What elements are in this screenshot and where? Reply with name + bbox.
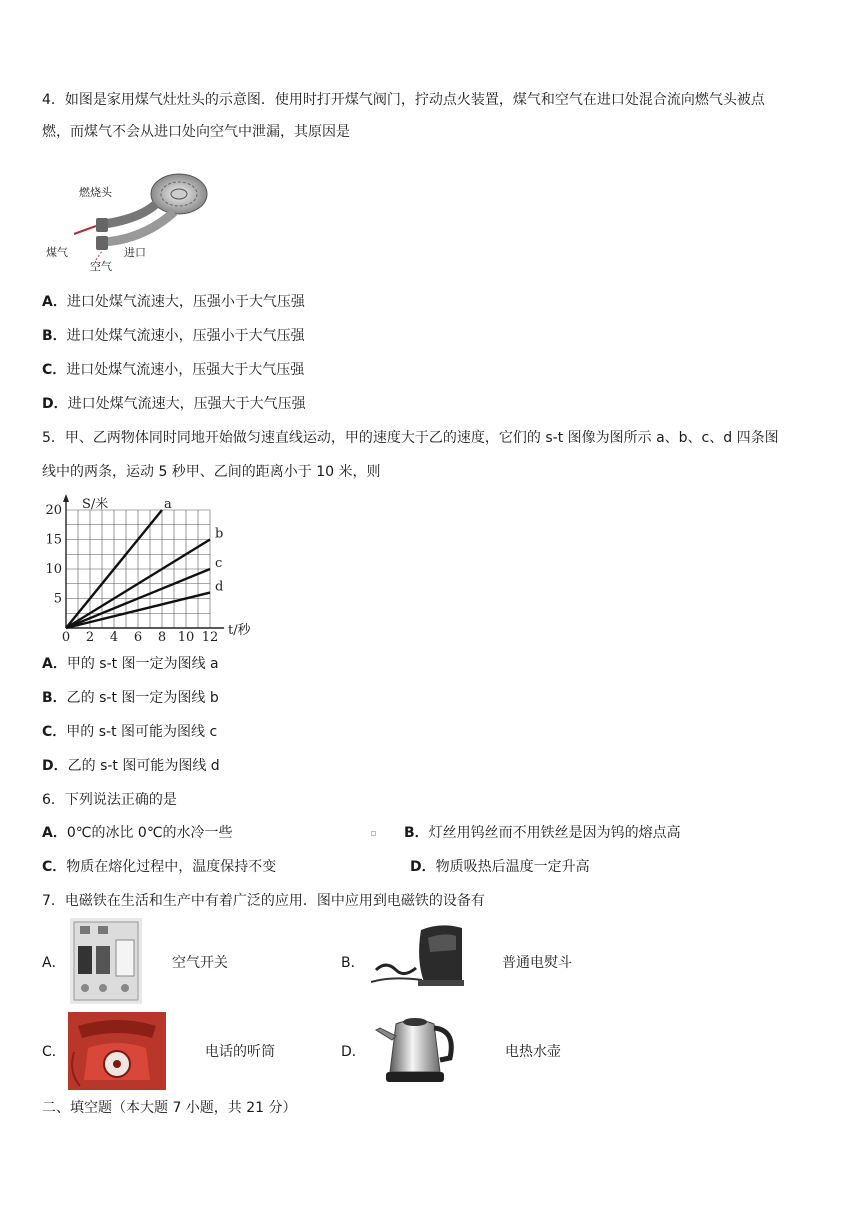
q6-option-d bbox=[410, 857, 590, 877]
gas-label: 煤气 bbox=[46, 246, 68, 259]
option-letter: B． bbox=[42, 328, 67, 344]
x-tick-label: 8 bbox=[157, 630, 167, 642]
option-letter: C． bbox=[42, 724, 67, 740]
series-lines bbox=[66, 497, 223, 628]
inlet-label: 进口 bbox=[124, 246, 146, 259]
kettle-icon bbox=[370, 1010, 460, 1092]
section-title: 二、填空题（本大题 7 小题，共 21 分） bbox=[42, 1100, 297, 1116]
x-axis-label: t/秒 bbox=[228, 623, 251, 638]
q4-option-d bbox=[42, 394, 306, 414]
y-tick-label: 5 bbox=[53, 591, 62, 607]
q5-option-c bbox=[42, 722, 217, 742]
x-tick-label: 10 bbox=[177, 630, 195, 642]
x-tick-label: 6 bbox=[133, 630, 143, 642]
option-text: 甲的 s-t 图一定为图线 a bbox=[66, 656, 219, 672]
x-tick-label: 0 bbox=[61, 630, 71, 642]
y-axis-arrow bbox=[63, 494, 69, 502]
option-letter: B． bbox=[404, 825, 429, 841]
gas-stove-burner-figure bbox=[44, 164, 214, 274]
option-text: 灯丝用钨丝而不用铁丝是因为钨的熔点高 bbox=[428, 825, 681, 841]
option-text: 进口处煤气流速小，压强大于大气压强 bbox=[66, 362, 305, 378]
series-label-b: b bbox=[215, 526, 224, 542]
q5-option-d bbox=[42, 756, 220, 776]
y-axis-label: S/米 bbox=[82, 497, 109, 512]
x-tick-label: 4 bbox=[109, 630, 119, 642]
option-letter: C． bbox=[42, 362, 67, 378]
option-text: 进口处煤气流速大，压强小于大气压强 bbox=[66, 294, 305, 310]
q4-option-c bbox=[42, 360, 304, 380]
option-text: 进口处煤气流速小，压强小于大气压强 bbox=[66, 328, 305, 344]
option-letter: D． bbox=[42, 758, 68, 774]
q6-stem: 6．下列说法正确的是 bbox=[42, 792, 177, 808]
q5-option-a bbox=[42, 654, 219, 674]
option-letter: A． bbox=[42, 656, 67, 672]
q7-option-c-text: 电话的听筒 bbox=[205, 1044, 275, 1060]
tiny-marker bbox=[371, 831, 376, 836]
q6-option-b bbox=[404, 823, 681, 843]
q5-stem-line2: 线中的两条，运动 5 秒甲、乙间的距离小于 10 米，则 bbox=[42, 464, 381, 480]
option-letter: A． bbox=[42, 294, 67, 310]
option-letter: D． bbox=[410, 859, 436, 875]
option-letter: B． bbox=[42, 690, 67, 706]
air-label: 空气 bbox=[90, 260, 112, 273]
option-text: 甲的 s-t 图可能为图线 c bbox=[66, 724, 218, 740]
q7-option-b-text: 普通电熨斗 bbox=[502, 955, 572, 971]
q4-stem-line1: 4．如图是家用煤气灶灶头的示意图．使用时打开煤气阀门，拧动点火装置，煤气和空气在进口处混合流向燃气头被点 bbox=[42, 92, 765, 108]
q4-stem-line2: 燃，而煤气不会从进口处向空气中泄漏，其原因是 bbox=[42, 124, 350, 140]
q7-option-a-letter: A． bbox=[42, 955, 66, 971]
q7-option-a-text: 空气开关 bbox=[172, 955, 228, 971]
st-graph bbox=[40, 492, 260, 642]
q6-option-c bbox=[42, 857, 276, 877]
option-text: 乙的 s-t 图可能为图线 d bbox=[67, 758, 220, 774]
option-text: 进口处煤气流速大，压强大于大气压强 bbox=[67, 396, 306, 412]
option-letter: D． bbox=[42, 396, 68, 412]
q5-option-b bbox=[42, 688, 219, 708]
q5-stem-line1: 5．甲、乙两物体同时同地开始做匀速直线运动，甲的速度大于乙的速度，它们的 s-t 图像为图所示 a、b、c、d 四条图 bbox=[42, 430, 779, 446]
x-tick-label: 2 bbox=[85, 630, 95, 642]
series-label-d: d bbox=[215, 579, 224, 595]
st-graph-svg bbox=[40, 492, 260, 642]
q4-option-a bbox=[42, 292, 305, 312]
series-label-c: c bbox=[215, 556, 223, 571]
q7-option-d-text: 电热水壶 bbox=[505, 1044, 561, 1060]
y-tick-label: 15 bbox=[45, 532, 62, 548]
iron-icon bbox=[366, 920, 466, 992]
y-tick-label: 10 bbox=[45, 562, 62, 577]
q6-option-a bbox=[42, 823, 233, 843]
q7-option-c-letter: C． bbox=[42, 1044, 66, 1060]
option-text: 物质在熔化过程中，温度保持不变 bbox=[66, 859, 277, 875]
option-letter: A． bbox=[42, 825, 67, 841]
q7-stem: 7．电磁铁在生活和生产中有着广泛的应用．图中应用到电磁铁的设备有 bbox=[42, 893, 485, 909]
option-text: 0℃的冰比 0℃的水冷一些 bbox=[66, 825, 233, 841]
q7-option-b-letter: B． bbox=[341, 955, 365, 971]
option-text: 物质吸热后温度一定升高 bbox=[435, 859, 590, 875]
telephone-icon bbox=[68, 1012, 166, 1090]
burner-label: 燃烧头 bbox=[79, 186, 112, 199]
x-tick-label: 12 bbox=[201, 630, 219, 642]
q7-option-d-letter: D． bbox=[341, 1044, 366, 1060]
option-text: 乙的 s-t 图一定为图线 b bbox=[66, 690, 219, 706]
series-label-a: a bbox=[164, 497, 172, 512]
circuit-breaker-icon bbox=[70, 918, 142, 1004]
y-tick-label: 20 bbox=[45, 503, 62, 518]
q4-option-b bbox=[42, 326, 305, 346]
option-letter: C． bbox=[42, 859, 67, 875]
